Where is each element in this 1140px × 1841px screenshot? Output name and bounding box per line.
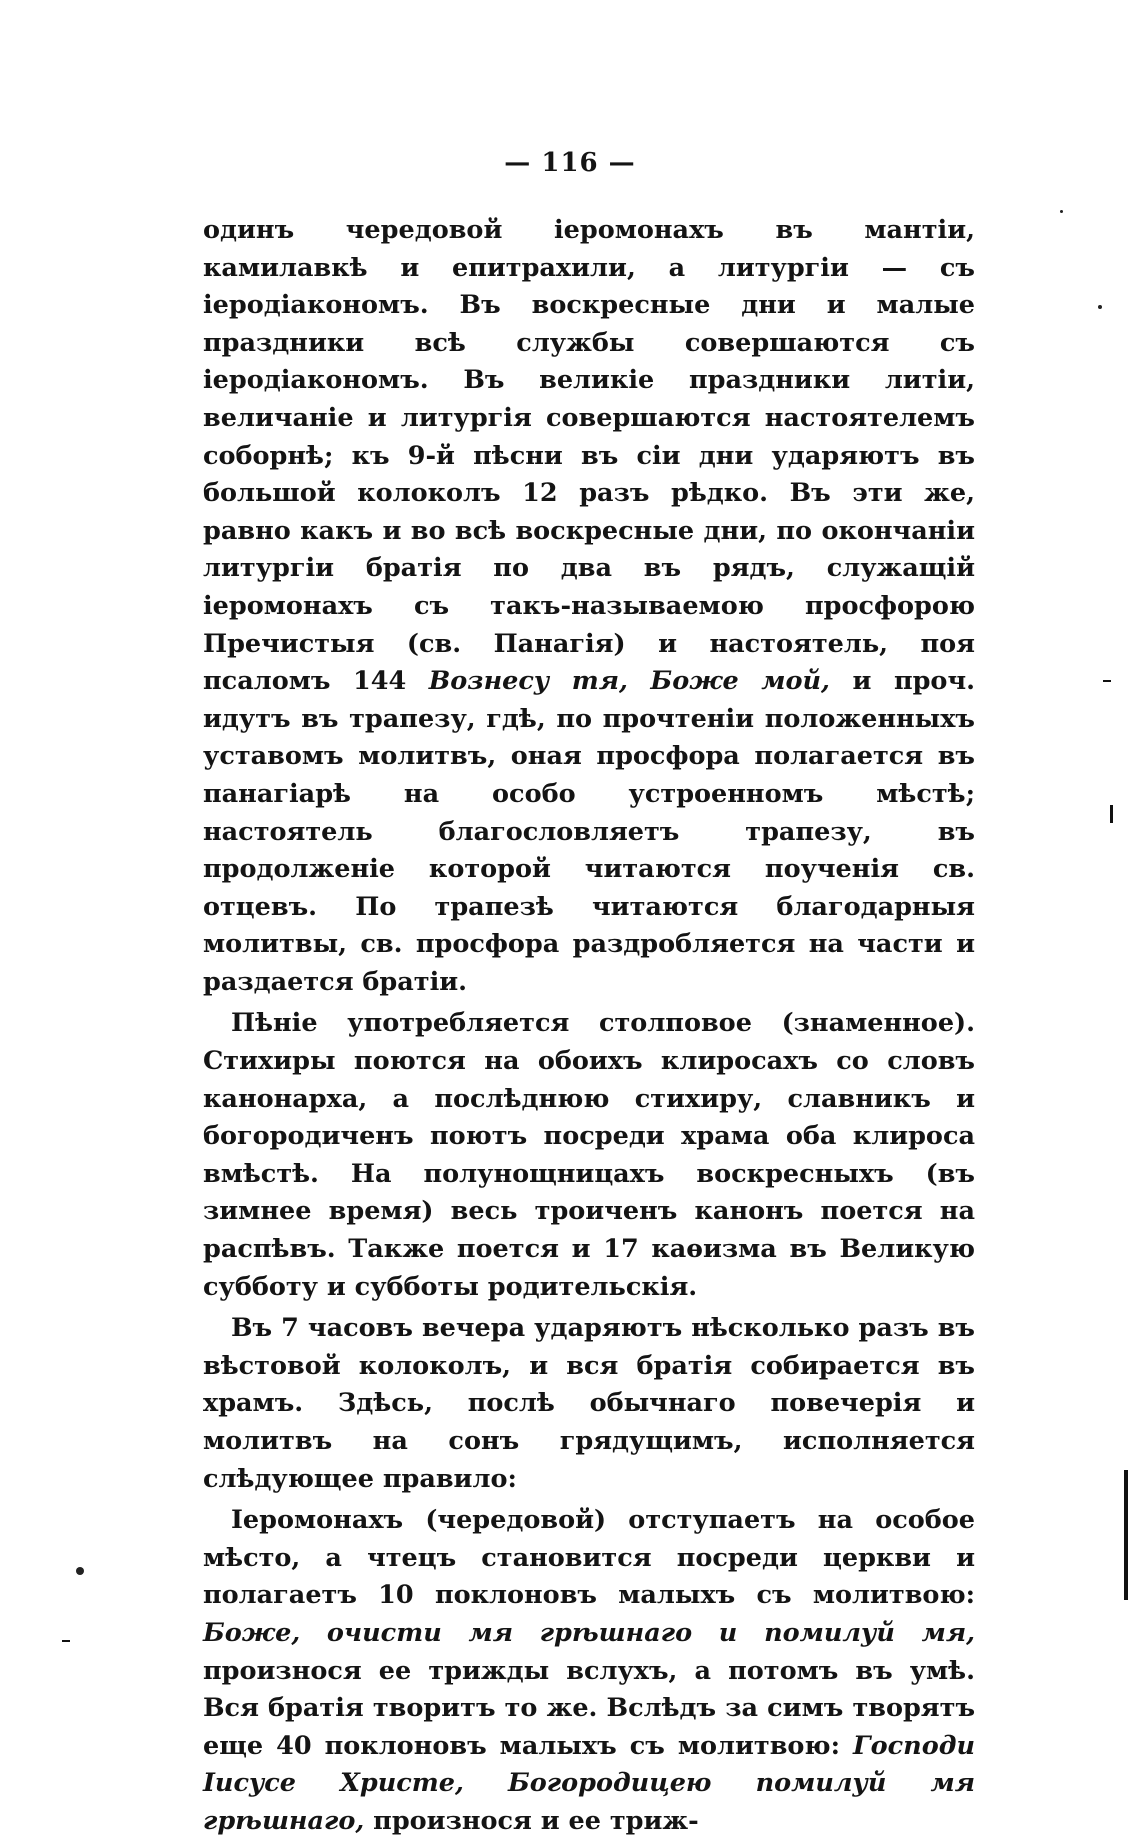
paragraph-2: [203, 1005, 975, 1306]
scan-edge-mark: [62, 1640, 70, 1642]
text-run: Пѣніе употребляется столповое (знаменное). Стихиры поются на обоихъ клиросахъ со словъ канонарха, а послѣднюю стихиру, славникъ и богородиченъ поютъ посреди храма оба клироса вмѣстѣ. На полунощницахъ воскресныхъ (въ зимнее время) весь троиченъ канонъ поется на распѣвъ. Также поется и 17 каѳизма въ Великую субботу и субботы родительскія.: [203, 1008, 975, 1302]
paragraph-4: [203, 1502, 975, 1840]
scan-edge-mark: [1124, 1470, 1128, 1600]
body-text: [203, 212, 975, 1841]
scan-speck: [1098, 305, 1102, 309]
text-run: одинъ чередовой іеромонахъ въ мантіи, камилавкѣ и епитрахили, а литургіи — съ іеродіакономъ. Въ воскресные дни и малые праздники всѣ службы совершаются съ іеродіакономъ. Въ великіе праздники литіи, величаніе и литургія совершаются настоятелемъ соборнѣ; къ 9-й пѣсни въ сіи дни ударяютъ въ большой колоколъ 12 разъ рѣдко. Въ эти же, равно какъ и во всѣ воскресные дни, по окончаніи литургіи братія по два въ рядъ, служащій іеромонахъ съ такъ-называемою просфорою Пречистыя (св. Панагія) и настоятель, поя псаломъ 144: [203, 215, 975, 697]
paragraph-3: [203, 1310, 975, 1498]
italic-text-run: Боже, очисти мя грѣшнаго и помилуй мя,: [203, 1617, 975, 1648]
scan-speck: [76, 1567, 84, 1575]
scan-edge-mark: [1103, 680, 1111, 682]
scan-edge-mark: [1110, 805, 1113, 823]
text-run: произнося и ее триж-: [364, 1805, 699, 1836]
text-run: и проч. идутъ въ трапезу, гдѣ, по прочтеніи положенныхъ уставомъ молитвъ, оная просфора полагается въ панагіарѣ на особо устроенномъ мѣстѣ; настоятель благословляетъ трапезу, въ продолженіе которой читаются поученія св. отцевъ. По трапезѣ читаются благодарныя молитвы, св. просфора раздробляется на части и раздается братіи.: [203, 666, 975, 997]
scan-speck: [1060, 210, 1063, 213]
paragraph-1: [203, 212, 975, 1001]
text-run: произнося ее трижды вслухъ, а потомъ въ умѣ. Вся братія творитъ то же. Вслѣдъ за симъ творятъ еще 40 поклоновъ малыхъ съ молитвою:: [203, 1655, 975, 1761]
text-run: Въ 7 часовъ вечера ударяютъ нѣсколько разъ въ вѣстовой колоколъ, и вся братія собирается въ храмъ. Здѣсь, послѣ обычнаго повечерія и молитвъ на сонъ грядущимъ, исполняется слѣдующее правило:: [203, 1313, 975, 1494]
page-number: — 116 —: [504, 148, 636, 178]
italic-text-run: Господи Іисусе Христе, Богородицею помилуй мя грѣшнаго,: [203, 1730, 975, 1836]
text-run: Іеромонахъ (чередовой) отступаетъ на особое мѣсто, а чтецъ становится посреди церкви и полагаетъ 10 поклоновъ малыхъ съ молитвою:: [203, 1505, 975, 1611]
italic-text-run: Вознесу тя, Боже мой,: [428, 666, 830, 697]
